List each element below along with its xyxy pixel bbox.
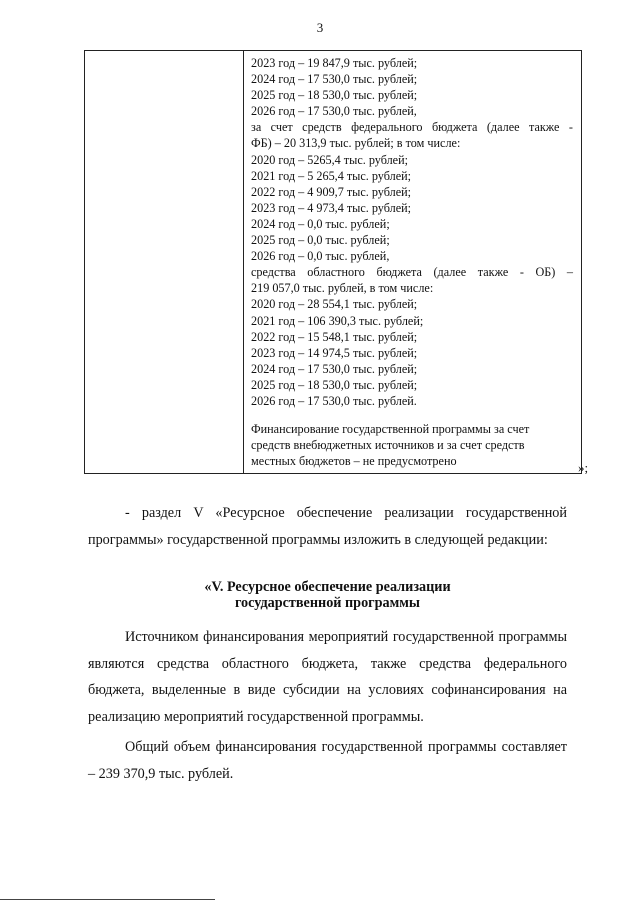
table-line: 2021 год – 5 265,4 тыс. рублей; [251,168,412,183]
table-column-divider [243,51,244,473]
table-line: средства областного бюджета (далее также - ОБ) – [251,265,573,280]
section-heading [88,579,567,611]
table-line: 2023 год – 4 973,4 тыс. рублей; [251,200,412,215]
table-line: 2026 год – 0,0 тыс. рублей, [251,249,390,264]
body-paragraphs [88,624,567,787]
table-spacer [251,409,573,421]
table-line: 2024 год – 17 530,0 тыс. рублей; [251,72,418,87]
closing-quote: »; [578,460,589,475]
table-line: 2026 год – 17 530,0 тыс. рублей, [251,104,417,119]
footer-rule [0,899,215,900]
paragraph-funding-sources: Источником финансирования мероприятий государственной программы являются средства областного бюджета, также средства федерального бюджета, выделенные в виде субсидии на условиях софинансирования на реализацию мероприятий государственной программы. [88,629,567,725]
table-line: 2023 год – 19 847,9 тыс. рублей; [251,56,418,70]
table-line: 2022 год – 15 548,1 тыс. рублей; [251,329,418,344]
table-note-line: местных бюджетов – не предусмотрено [251,454,457,469]
section-heading-line2: государственной программы [234,595,421,611]
table-line: 2025 год – 0,0 тыс. рублей; [251,233,390,248]
table-line: 2023 год – 14 974,5 тыс. рублей; [251,345,418,360]
table-cell-financing [251,55,573,469]
financing-table [84,50,582,474]
section-intro: - раздел V «Ресурсное обеспечение реализации государственной программы» государственной программы изложить в следующей редакции: [88,505,567,548]
table-line: 2026 год – 17 530,0 тыс. рублей. [251,393,417,408]
table-line: ФБ) – 20 313,9 тыс. рублей; в том числе: [251,136,461,151]
paragraph-total-funding: Общий объем финансирования государственной программы составляет – 239 370,9 тыс. рублей. [88,739,567,782]
table-note-line: средств внебюджетных источников и за счет средств [251,438,525,453]
table-line: 2020 год – 28 554,1 тыс. рублей; [251,297,418,312]
table-line: 2021 год – 106 390,3 тыс. рублей; [251,313,424,328]
section-heading-line1: «V. Ресурсное обеспечение реализации [204,579,451,595]
table-line: 2022 год – 4 909,7 тыс. рублей; [251,184,412,199]
table-note-line: Финансирование государственной программы за счет [251,422,530,437]
table-line: 2025 год – 18 530,0 тыс. рублей; [251,377,418,392]
table-line: 2024 год – 17 530,0 тыс. рублей; [251,361,418,376]
table-line: 2020 год – 5265,4 тыс. рублей; [251,152,408,167]
section-intro-block [88,500,567,553]
table-line: 2025 год – 18 530,0 тыс. рублей; [251,88,418,103]
table-line: за счет средств федерального бюджета (далее также - [251,120,573,135]
table-line: 2024 год – 0,0 тыс. рублей; [251,216,390,231]
page-number: 3 [316,20,324,35]
table-line: 219 057,0 тыс. рублей, в том числе: [251,281,434,296]
